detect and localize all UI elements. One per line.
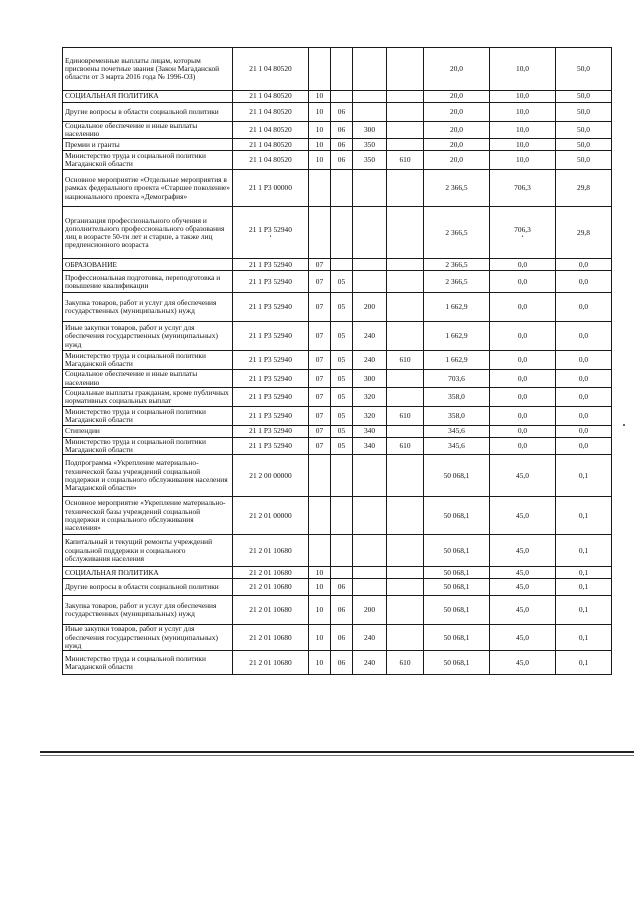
section-code: 07 [309, 437, 331, 454]
row-name: ОБРАЗОВАНИЕ [63, 259, 233, 271]
expense-type-code [353, 170, 387, 207]
program-code: 21 1 04 80520 [233, 139, 309, 151]
program-code: 21 2 01 10680 [233, 625, 309, 651]
execution-percent: 0,0 [556, 351, 612, 370]
table-row [63, 425, 612, 437]
expense-type-code [353, 455, 387, 497]
execution-percent: 50,0 [556, 91, 612, 103]
execution-percent: 0,0 [556, 259, 612, 271]
ministry-code [387, 48, 424, 91]
row-name: СОЦИАЛЬНАЯ ПОЛИТИКА [63, 567, 233, 579]
program-code: 21 2 01 10680 [233, 651, 309, 675]
section-code: 10 [309, 651, 331, 675]
table-row [63, 370, 612, 387]
subsection-code [331, 455, 353, 497]
table-row [63, 48, 612, 91]
amount-executed: 10,0 [490, 91, 556, 103]
row-name: Иные закупки товаров, работ и услуг для обеспечения государственных (муниципальных) нужд [63, 625, 233, 651]
amount-plan: 1 662,9 [424, 293, 490, 322]
execution-percent: 50,0 [556, 48, 612, 91]
program-code: 21 1 Р3 52940 [233, 370, 309, 387]
execution-percent: 50,0 [556, 151, 612, 170]
row-name: Подпрограмма «Укрепление материально-технической базы учреждений социальной поддержки и социального обслуживания населения Магаданской области» [63, 455, 233, 497]
program-code: 21 1 Р3 52940 [233, 322, 309, 351]
document-page [62, 47, 612, 675]
row-name: Капитальный и текущий ремонты учреждений социальной поддержки и социального обслуживания населения [63, 535, 233, 567]
section-code: 07 [309, 425, 331, 437]
execution-percent: 50,0 [556, 139, 612, 151]
row-name: Другие вопросы в области социальной политики [63, 103, 233, 122]
execution-percent: 0,0 [556, 322, 612, 351]
amount-plan: 358,0 [424, 387, 490, 406]
amount-executed: 10,0 [490, 48, 556, 91]
amount-executed: 10,0 [490, 151, 556, 170]
ministry-code [387, 387, 424, 406]
subsection-code: 05 [331, 351, 353, 370]
amount-plan: 50 068,1 [424, 625, 490, 651]
section-code [309, 48, 331, 91]
ministry-code: 610 [387, 437, 424, 454]
table-row [63, 351, 612, 370]
section-code: 10 [309, 122, 331, 139]
expense-type-code [353, 271, 387, 293]
subsection-code: 05 [331, 437, 353, 454]
program-code: 21 2 01 10680 [233, 567, 309, 579]
section-code: 07 [309, 406, 331, 425]
execution-percent: 0,1 [556, 455, 612, 497]
expense-type-code [353, 207, 387, 259]
amount-plan: 20,0 [424, 48, 490, 91]
table-row [63, 207, 612, 259]
subsection-code: 06 [331, 122, 353, 139]
row-name: Министерство труда и социальной политики Магаданской области [63, 437, 233, 454]
section-code: 07 [309, 322, 331, 351]
program-code: 21 1 04 80520 [233, 48, 309, 91]
amount-plan: 358,0 [424, 406, 490, 425]
row-name: Социальное обеспечение и иные выплаты населению [63, 122, 233, 139]
row-name: Премии и гранты [63, 139, 233, 151]
table-row [63, 139, 612, 151]
program-code: 21 2 01 10680 [233, 535, 309, 567]
execution-percent: 0,1 [556, 535, 612, 567]
scan-speck [623, 424, 625, 426]
ministry-code: 610 [387, 351, 424, 370]
amount-executed: 10,0 [490, 122, 556, 139]
amount-plan: 50 068,1 [424, 497, 490, 535]
program-code: 21 1 Р3 52940 [233, 351, 309, 370]
table-row [63, 406, 612, 425]
program-code: 21 1 04 80520 [233, 103, 309, 122]
expense-type-code: 240 [353, 651, 387, 675]
amount-plan: 20,0 [424, 122, 490, 139]
expense-type-code: 300 [353, 370, 387, 387]
ministry-code [387, 596, 424, 625]
table-row [63, 625, 612, 651]
amount-executed: 0,0 [490, 259, 556, 271]
amount-executed: 45,0 [490, 497, 556, 535]
subsection-code: 06 [331, 579, 353, 596]
amount-executed: 45,0 [490, 567, 556, 579]
table-body [63, 48, 612, 675]
expense-type-code: 350 [353, 139, 387, 151]
row-name: Основное мероприятие «Укрепление материально-технической базы учреждений социальной поддержки и социального обслуживания населения» [63, 497, 233, 535]
amount-executed: 0,0 [490, 387, 556, 406]
amount-executed: 45,0 [490, 596, 556, 625]
subsection-code: 05 [331, 271, 353, 293]
ministry-code [387, 293, 424, 322]
section-code: 10 [309, 579, 331, 596]
amount-executed: 10,0 [490, 103, 556, 122]
ministry-code [387, 122, 424, 139]
program-code: 21 1 Р3 52940 • [233, 207, 309, 259]
section-code [309, 497, 331, 535]
amount-plan: 50 068,1 [424, 567, 490, 579]
execution-percent: 29,8 [556, 207, 612, 259]
expense-type-code: 320 [353, 387, 387, 406]
section-code: 10 [309, 103, 331, 122]
execution-percent: 0,1 [556, 497, 612, 535]
subsection-code [331, 91, 353, 103]
program-code: 21 1 Р3 52940 [233, 437, 309, 454]
amount-plan: 20,0 [424, 139, 490, 151]
section-code: 10 [309, 151, 331, 170]
ministry-code [387, 207, 424, 259]
section-code [309, 535, 331, 567]
program-code: 21 2 01 10680 [233, 596, 309, 625]
subsection-code [331, 48, 353, 91]
table-row [63, 455, 612, 497]
subsection-code [331, 535, 353, 567]
row-name: Другие вопросы в области социальной политики [63, 579, 233, 596]
row-name: Основное мероприятие «Отдельные мероприятия в рамках федерального проекта «Старшее поколение» национального проекта «Демография» [63, 170, 233, 207]
table-row [63, 122, 612, 139]
ministry-code [387, 259, 424, 271]
expense-type-code [353, 579, 387, 596]
ministry-code: 610 [387, 151, 424, 170]
expense-type-code: 240 [353, 351, 387, 370]
amount-plan: 2 366,5 [424, 259, 490, 271]
execution-percent: 0,0 [556, 387, 612, 406]
table-row [63, 651, 612, 675]
row-name: СОЦИАЛЬНАЯ ПОЛИТИКА [63, 91, 233, 103]
budget-table [62, 47, 612, 675]
amount-plan: 20,0 [424, 91, 490, 103]
row-name: Социальные выплаты гражданам, кроме публичных нормативных социальных выплат [63, 387, 233, 406]
table-row [63, 170, 612, 207]
section-code: 10 [309, 139, 331, 151]
amount-executed: 0,0 [490, 351, 556, 370]
section-code: 10 [309, 625, 331, 651]
bullet-mark: • [521, 234, 524, 240]
execution-percent: 0,1 [556, 651, 612, 675]
row-name: Закупка товаров, работ и услуг для обеспечения государственных (муниципальных) нужд [63, 596, 233, 625]
amount-executed: 0,0 [490, 322, 556, 351]
row-name: Министерство труда и социальной политики Магаданской области [63, 651, 233, 675]
ministry-code: 610 [387, 406, 424, 425]
row-name: Единовременные выплаты лицам, которым присвоены почетные звания (Закон Магаданской области от 3 марта 2016 года № 1996-ОЗ) [63, 48, 233, 91]
ministry-code: 610 [387, 651, 424, 675]
table-row [63, 387, 612, 406]
amount-plan: 2 366,5 [424, 170, 490, 207]
amount-executed: 45,0 [490, 625, 556, 651]
expense-type-code [353, 259, 387, 271]
row-name: Министерство труда и социальной политики Магаданской области [63, 351, 233, 370]
bullet-mark: • [269, 234, 272, 240]
subsection-code: 06 [331, 651, 353, 675]
expense-type-code: 200 [353, 293, 387, 322]
amount-executed: 45,0 [490, 651, 556, 675]
ministry-code [387, 139, 424, 151]
expense-type-code: 300 [353, 122, 387, 139]
row-name: Профессиональная подготовка, переподготовка и повышение квалификации [63, 271, 233, 293]
subsection-code: 06 [331, 151, 353, 170]
ministry-code [387, 455, 424, 497]
subsection-code [331, 497, 353, 535]
table-row [63, 103, 612, 122]
amount-plan: 50 068,1 [424, 535, 490, 567]
section-code: 07 [309, 293, 331, 322]
table-row [63, 271, 612, 293]
expense-type-code: 340 [353, 437, 387, 454]
ministry-code [387, 91, 424, 103]
execution-percent: 29,8 [556, 170, 612, 207]
amount-plan: 50 068,1 [424, 651, 490, 675]
amount-plan: 50 068,1 [424, 579, 490, 596]
amount-executed: 45,0 [490, 535, 556, 567]
execution-percent: 0,1 [556, 596, 612, 625]
expense-type-code: 240 [353, 322, 387, 351]
amount-executed: 0,0 [490, 437, 556, 454]
amount-plan: 345,6 [424, 425, 490, 437]
amount-executed: 45,0 [490, 579, 556, 596]
section-code: 10 [309, 596, 331, 625]
section-code: 07 [309, 351, 331, 370]
table-row [63, 535, 612, 567]
execution-percent: 50,0 [556, 103, 612, 122]
amount-executed: 706,3 • [490, 207, 556, 259]
amount-executed: 0,0 [490, 425, 556, 437]
section-code [309, 170, 331, 207]
amount-executed: 0,0 [490, 293, 556, 322]
ministry-code [387, 170, 424, 207]
table-row [63, 91, 612, 103]
subsection-code: 05 [331, 387, 353, 406]
row-name: Иные закупки товаров, работ и услуг для обеспечения государственных (муниципальных) нужд [63, 322, 233, 351]
subsection-code: 06 [331, 103, 353, 122]
expense-type-code [353, 497, 387, 535]
subsection-code: 05 [331, 322, 353, 351]
amount-plan: 703,6 [424, 370, 490, 387]
table-row [63, 293, 612, 322]
execution-percent: 0,0 [556, 293, 612, 322]
program-code: 21 1 04 80520 [233, 91, 309, 103]
row-name: Министерство труда и социальной политики Магаданской области [63, 151, 233, 170]
amount-plan: 1 662,9 [424, 322, 490, 351]
subsection-code: 06 [331, 596, 353, 625]
subsection-code [331, 170, 353, 207]
ministry-code [387, 567, 424, 579]
row-name: Социальное обеспечение и иные выплаты населению [63, 370, 233, 387]
table-row [63, 497, 612, 535]
row-name: Министерство труда и социальной политики Магаданской области [63, 406, 233, 425]
section-code: 07 [309, 271, 331, 293]
expense-type-code: 320 [353, 406, 387, 425]
table-row [63, 579, 612, 596]
amount-executed: 45,0 [490, 455, 556, 497]
table-row [63, 259, 612, 271]
execution-percent: 0,1 [556, 625, 612, 651]
subsection-code [331, 567, 353, 579]
row-name: Закупка товаров, работ и услуг для обеспечения государственных (муниципальных) нужд [63, 293, 233, 322]
program-code: 21 2 01 00000 [233, 497, 309, 535]
expense-type-code [353, 48, 387, 91]
program-code: 21 1 04 80520 [233, 122, 309, 139]
subsection-code: 06 [331, 625, 353, 651]
program-code: 21 1 Р3 52940 [233, 271, 309, 293]
ministry-code [387, 322, 424, 351]
table-row [63, 567, 612, 579]
section-code: 10 [309, 567, 331, 579]
ministry-code [387, 425, 424, 437]
section-code: 07 [309, 259, 331, 271]
table-row [63, 151, 612, 170]
execution-percent: 0,0 [556, 370, 612, 387]
execution-percent: 50,0 [556, 122, 612, 139]
amount-plan: 50 068,1 [424, 455, 490, 497]
subsection-code [331, 207, 353, 259]
program-code: 21 2 00 00000 [233, 455, 309, 497]
execution-percent: 0,0 [556, 271, 612, 293]
program-code: 21 1 Р3 52940 [233, 293, 309, 322]
amount-executed: 10,0 [490, 139, 556, 151]
execution-percent: 0,1 [556, 567, 612, 579]
expense-type-code: 200 [353, 596, 387, 625]
section-code: 07 [309, 387, 331, 406]
expense-type-code [353, 91, 387, 103]
table-row [63, 437, 612, 454]
amount-plan: 1 662,9 [424, 351, 490, 370]
expense-type-code: 350 [353, 151, 387, 170]
execution-percent: 0,0 [556, 425, 612, 437]
expense-type-code [353, 567, 387, 579]
amount-executed: 706,3 [490, 170, 556, 207]
program-code: 21 1 Р3 52940 [233, 387, 309, 406]
execution-percent: 0,0 [556, 437, 612, 454]
expense-type-code: 240 [353, 625, 387, 651]
program-code: 21 1 04 80520 [233, 151, 309, 170]
program-code: 21 1 Р3 00000 [233, 170, 309, 207]
amount-plan: 20,0 [424, 103, 490, 122]
amount-executed: 0,0 [490, 406, 556, 425]
section-code [309, 207, 331, 259]
amount-plan: 2 366,5 [424, 207, 490, 259]
section-code: 10 [309, 91, 331, 103]
ministry-code [387, 103, 424, 122]
expense-type-code [353, 103, 387, 122]
amount-executed: 0,0 [490, 370, 556, 387]
program-code: 21 1 Р3 52940 [233, 425, 309, 437]
table-row [63, 322, 612, 351]
subsection-code: 06 [331, 139, 353, 151]
program-code: 21 1 Р3 52940 [233, 259, 309, 271]
row-name: Стипендии [63, 425, 233, 437]
ministry-code [387, 497, 424, 535]
expense-type-code [353, 535, 387, 567]
subsection-code: 05 [331, 406, 353, 425]
amount-plan: 345,6 [424, 437, 490, 454]
amount-executed: 0,0 [490, 271, 556, 293]
execution-percent: 0,0 [556, 406, 612, 425]
ministry-code [387, 535, 424, 567]
program-code: 21 1 Р3 52940 [233, 406, 309, 425]
ministry-code [387, 625, 424, 651]
page-bottom-rule-thin [40, 755, 634, 756]
section-code [309, 455, 331, 497]
ministry-code [387, 370, 424, 387]
execution-percent: 0,1 [556, 579, 612, 596]
amount-plan: 50 068,1 [424, 596, 490, 625]
amount-plan: 20,0 [424, 151, 490, 170]
row-name: Организация профессионального обучения и дополнительного профессионального образования лиц в возрасте 50-ти лет и старше, а также лиц предпенсионного возраста [63, 207, 233, 259]
page-bottom-rule [40, 751, 634, 753]
ministry-code [387, 271, 424, 293]
program-code: 21 2 01 10680 [233, 579, 309, 596]
subsection-code: 05 [331, 370, 353, 387]
ministry-code [387, 579, 424, 596]
section-code: 07 [309, 370, 331, 387]
expense-type-code: 340 [353, 425, 387, 437]
table-row [63, 596, 612, 625]
subsection-code: 05 [331, 293, 353, 322]
subsection-code: 05 [331, 425, 353, 437]
amount-plan: 2 366,5 [424, 271, 490, 293]
subsection-code [331, 259, 353, 271]
